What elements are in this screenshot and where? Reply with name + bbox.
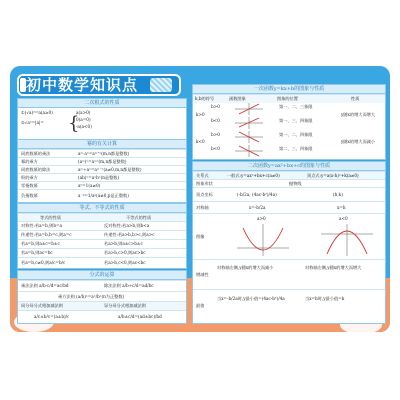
- fraction-rule: a/c±b/c=(a±b)/c: [34, 314, 70, 319]
- fraction-rule: 同分母分式相加减法则: [21, 303, 63, 308]
- inequality-rule: 传递性:若a>b,b>c,则a>c: [104, 232, 155, 237]
- sqrt-rule-1: ①(√a)²=a(a≥0): [21, 110, 53, 115]
- panel-sqrt: [17, 98, 187, 140]
- sqrt-rule-2: ②√a²=|a|=: [21, 120, 44, 125]
- table-row: [18, 257, 186, 268]
- title-decoration: [150, 78, 172, 92]
- fraction-rule: 异分母分式相加减法则: [104, 303, 146, 308]
- panel-inequalities: [17, 203, 187, 269]
- col-header: 关系式: [196, 173, 209, 178]
- power-rule-name: 同底数幂的除法: [21, 167, 51, 172]
- table-row: [193, 94, 385, 103]
- power-rule-name: 同底数幂的乘法: [21, 151, 51, 156]
- quad-value: 对称轴左侧,y随x的增大而增大: [305, 265, 362, 270]
- b-sign: b<0: [211, 146, 220, 151]
- col-header: 图象的位置: [277, 96, 298, 101]
- power-rule-name: 幂的乘方: [21, 159, 38, 164]
- panel-quadratic-function: [192, 161, 386, 324]
- quadrant-position: 第一、三、四象限: [279, 118, 313, 123]
- quadrant-position: 第二、三、四象限: [279, 146, 313, 151]
- power-rule-name: 负指数幂: [21, 193, 38, 198]
- inequality-rule: 若a>b,c<0,则ac<bc: [104, 260, 146, 265]
- panel-header: 等式、不等式的性质: [18, 204, 186, 213]
- equality-rule: 若a=b,则a±c=b±c: [21, 241, 60, 246]
- fraction-rule: 除法法则 a/b÷c/d=ad/bc: [104, 283, 154, 288]
- fraction-rule: a/b±c/d=(ad±bc)/bd: [118, 314, 162, 319]
- linear-graphs-icon: [227, 102, 271, 159]
- power-rule-formula: (ab)ⁿ=aⁿbⁿ(n是整数): [78, 175, 120, 180]
- inequality-rule: 若a>b,则a±c>b±c: [104, 241, 143, 246]
- equality-rule: 传递性:若a=b,b=c,则a=c: [21, 232, 72, 237]
- quad-row-name: 最值: [196, 303, 205, 308]
- panel-header: 二次根式的性质: [18, 99, 186, 108]
- quad-row-name: 图象形状: [196, 181, 213, 186]
- quad-row-name: 顶点坐标: [196, 192, 213, 197]
- quad-value: x=-b/2a: [249, 205, 266, 210]
- power-rule-formula: aᵐ÷aⁿ=aᵐ⁻ⁿ(a≠0,m,n都是整数): [78, 167, 142, 172]
- inequality-rule: 若a>b,c>0,则ac>bc: [104, 250, 146, 255]
- table-row: [193, 259, 385, 290]
- col-header: 不等式的性质: [126, 215, 152, 220]
- panel-header: 二次函数y=ax²+bx+c的图象与性质: [193, 162, 385, 171]
- quadrant-position: 第一、二、三象限: [279, 104, 313, 109]
- table-row: [193, 289, 385, 323]
- quad-value: a<0: [339, 216, 348, 221]
- quad-row-name: 对称轴: [196, 205, 209, 210]
- quad-value: 当x=-b/2a时,y最小值=(4ac-b²)/4a: [217, 296, 285, 301]
- parabola-down-icon: [317, 222, 377, 258]
- quad-value: a>0: [257, 216, 266, 221]
- brace-icon: {: [68, 114, 80, 134]
- col-header: k,b的符号: [195, 96, 215, 101]
- table-row: [193, 213, 385, 260]
- sqrt-case: 0(a=0): [76, 117, 91, 122]
- equality-rule: 若a=b,则ac=bc: [21, 250, 53, 255]
- b-sign: b>0: [211, 104, 220, 109]
- equality-rule: 若a=b,c≠0,则a/c=b/c: [21, 260, 66, 265]
- panel-linear-function: [192, 84, 386, 160]
- col-header: 函数图象: [229, 96, 246, 101]
- quad-value: (-b/2a, (4ac-b²)/4a): [237, 192, 277, 197]
- equality-rule: 对称性:若a=b,则b=a: [21, 223, 63, 228]
- quad-value: 抛物线: [289, 181, 302, 186]
- sqrt-case: -a(a<0): [76, 124, 92, 129]
- col-header: 性质: [351, 96, 360, 101]
- quad-value: 当x=h时,y最小值=k: [305, 296, 345, 301]
- k-sign: k<0: [196, 139, 205, 144]
- k-sign: k>0: [196, 112, 205, 117]
- power-rule-formula: aᵐ·aⁿ=aᵐ⁺ⁿ(m,n都是整数): [78, 151, 130, 156]
- fraction-rule: 乘法法则 a/b·c/d=ac/bd: [21, 283, 69, 288]
- quad-general-form: 一般式:y=ax²+bx+c(a≠0): [227, 173, 280, 178]
- panel-header: 一次函数y=kx+b的图象与性质: [193, 85, 385, 94]
- panel-header: 幂的有关计算: [18, 140, 186, 149]
- quad-value: x=h: [337, 205, 346, 210]
- quad-value: 对称轴左侧,y随x的增大而减小: [217, 265, 274, 270]
- linear-property: y随x的增大而减小: [341, 139, 376, 144]
- quad-vertex-form: 顶点式:y=a(x-h)²+k(a≠0): [307, 173, 359, 178]
- panel-powers: [17, 139, 187, 203]
- page-title: 初中数学知识点: [26, 76, 139, 94]
- parabola-up-icon: [233, 222, 293, 258]
- inequality-rule: 反对称性:若a>b,则b<a: [104, 223, 150, 228]
- b-sign: b>0: [211, 132, 220, 137]
- power-rule-formula: a⁰=1(a≠0): [78, 183, 101, 188]
- quadrant-position: 第一、二、四象限: [279, 132, 313, 137]
- power-rule-name: 零指数幂: [21, 183, 38, 188]
- table-row: [18, 310, 186, 323]
- quad-row-name: 增减性: [196, 272, 209, 277]
- fraction-rule: 乘方法则 (a/b)ⁿ=aⁿ/bⁿ(n为正整数): [58, 294, 125, 299]
- table-row: [193, 187, 385, 202]
- power-rule-formula: (aᵐ)ⁿ=aᵐⁿ(m,n都是整数): [78, 159, 127, 164]
- power-rule-name: 积的乘方: [21, 175, 38, 180]
- quad-row-name: 图像: [196, 234, 205, 239]
- sqrt-case: a(a>0): [76, 110, 91, 115]
- col-header: 等式的性质: [40, 215, 61, 220]
- panel-header: 分式的运算: [18, 271, 186, 280]
- table-row: [18, 189, 186, 202]
- linear-property: y随x的增大而增大: [341, 112, 376, 117]
- power-rule-formula: a⁻ᵖ=1/aᵖ(a≠0,p是正整数): [78, 193, 129, 198]
- panel-fractions: [17, 270, 187, 324]
- b-sign: b<0: [211, 118, 220, 123]
- quad-value: (h,k): [333, 192, 343, 197]
